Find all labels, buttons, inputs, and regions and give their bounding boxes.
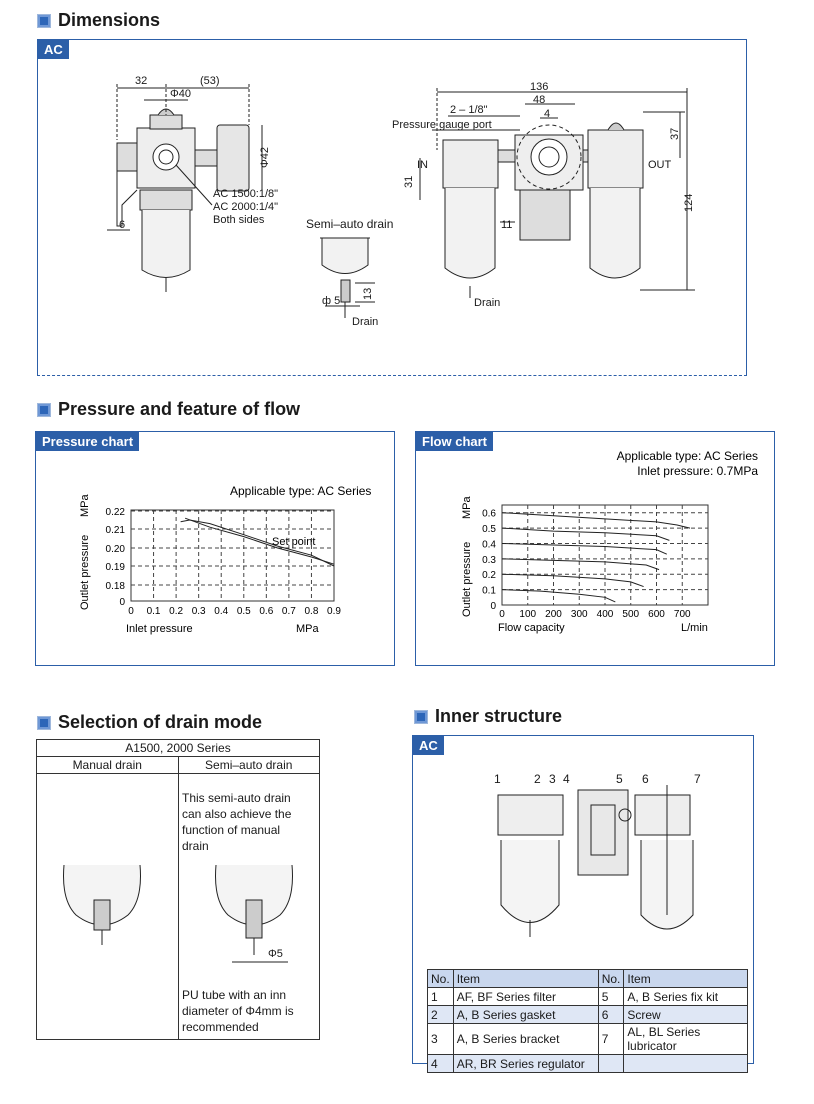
x-tick-label: 200 [545,609,562,620]
y-tick-label: 0.3 [482,554,496,566]
x-tick-label: 300 [570,609,588,620]
cell: Screw [624,1006,748,1024]
section-bullet-icon [37,403,51,417]
section-bullet-icon [414,710,428,724]
x-axis-unit: L/min [681,622,708,634]
drain-phi5: Φ5 [268,948,283,960]
y-axis-label: Outlet pressure [79,534,91,610]
x-tick-label: 700 [673,609,691,620]
dim-37: 37 [669,127,681,140]
x-tick-label: 0.5 [236,606,251,617]
x-tick-label: 0 [499,609,505,620]
inner-tag: AC [413,736,444,755]
x-tick-label: 600 [648,609,665,620]
y-tick-label: 0.18 [105,581,125,592]
dim-136: 136 [530,81,549,93]
callout-4: 4 [563,772,570,786]
callout-1: 1 [494,772,501,786]
pressure-flow-title: Pressure and feature of flow [58,399,301,419]
y-tick-label: 0.6 [482,508,496,520]
inner-title: Inner structure [435,706,563,726]
pressure-chart-tag: Pressure chart [36,432,139,451]
dimensions-tag: AC [38,40,69,59]
out-label: OUT [648,159,672,171]
dim-phi40: Φ40 [170,88,192,100]
dimensions-drawing [0,0,814,380]
y-tick-label: 0.22 [105,507,125,518]
drain-title: Selection of drain mode [58,712,263,732]
cell: 3 [428,1024,454,1055]
x-tick-label: 0.1 [146,606,161,617]
section-bullet-icon [37,716,51,730]
y-tick-label: 0.1 [482,585,496,597]
chart-annotation: Applicable type: AC Series [230,484,372,498]
parts-table [427,969,748,1073]
gauge-port-label: Pressure gauge port [392,119,492,131]
col-item: Item [624,970,748,988]
table-row [428,988,748,1006]
dim-6: 6 [119,219,126,231]
callout-7: 7 [694,772,701,786]
manual-drain-header: Manual drain [37,757,179,774]
semi-auto-drain-header: Semi–auto drain [178,757,320,774]
inner-heading [414,706,562,727]
cell [598,1055,624,1073]
cell: 2 [428,1006,454,1024]
x-tick-label: 0.4 [214,606,229,617]
drain-drawings [36,860,320,970]
flow-chart-tag: Flow chart [416,432,493,451]
col-item: Item [453,970,598,988]
x-tick-label: 0 [128,606,134,617]
dim-124: 124 [683,193,695,212]
x-tick-label: 0.6 [259,606,274,617]
x-axis-unit: MPa [296,623,319,635]
y-tick-label: 0.2 [482,570,496,582]
x-axis-label: Inlet pressure [126,623,193,635]
series-line [502,559,659,570]
port-both-sides: Both sides [213,214,265,226]
pressure-flow-heading [37,399,300,420]
y-tick-label: 0.5 [482,524,496,536]
dim-32: 32 [135,75,148,87]
dim-13: 13 [362,287,374,300]
x-tick-label: 0.3 [191,606,206,617]
series-line [502,543,667,554]
cell [624,1055,748,1073]
dim-2-1-8: 2 – 1/8" [450,104,488,116]
dim-31: 31 [403,175,415,188]
x-tick-label: 0.8 [304,606,319,617]
col-no: No. [428,970,454,988]
series-line [502,574,644,586]
drain-label-left: Drain [352,316,379,328]
y-axis-label: Outlet pressure [461,541,473,617]
drain-label-right: Drain [474,297,501,309]
cell: 1 [428,988,454,1006]
y-tick-label: 0.20 [105,544,125,555]
pressure-chart [36,455,392,655]
cell: AR, BR Series regulator [453,1055,598,1073]
dim-48: 48 [533,94,546,106]
drain-series-header: A1500, 2000 Series [37,740,320,757]
semi-auto-drain-label: Semi–auto drain [306,217,394,231]
pu-tube-note: PU tube with an inn diameter of Φ4mm is recommended [182,988,294,1034]
y-tick-label: 0 [490,601,496,612]
y-axis-unit: MPa [79,494,91,517]
chart-annotation: Applicable type: AC Series [616,449,758,463]
dim-4: 4 [544,108,551,120]
y-tick-label: 0.21 [105,525,125,536]
series-line [502,513,690,528]
cell: A, B Series fix kit [624,988,748,1006]
table-row [428,1006,748,1024]
x-axis-label: Flow capacity [498,622,565,634]
x-tick-label: 0.7 [281,606,296,617]
x-tick-label: 400 [596,609,614,620]
series-line [502,528,669,540]
plot-frame [131,510,334,601]
set-point-label: Set point [272,536,316,548]
table-row [428,1055,748,1073]
dim-phi5: ф 5 [322,295,341,307]
cell: A, B Series bracket [453,1024,598,1055]
cell: A, B Series gasket [453,1006,598,1024]
port-ac2000: AC 2000:1/4" [213,201,279,213]
dim-53: (53) [200,75,220,87]
y-tick-label: 0 [119,597,125,608]
flow-chart [416,445,772,655]
in-label: IN [417,159,428,171]
dimensions-title: Dimensions [58,10,161,30]
drain-heading [37,712,262,733]
dim-phi42: Φ42 [259,146,271,168]
callout-5: 5 [616,772,623,786]
cell: 4 [428,1055,454,1073]
x-tick-label: 0.2 [169,606,184,617]
cell: 7 [598,1024,624,1055]
callout-3: 3 [549,772,556,786]
col-no: No. [598,970,624,988]
series-line [502,590,615,602]
table-row [428,1024,748,1055]
y-tick-label: 0.19 [105,562,125,573]
x-tick-label: 500 [622,609,640,620]
cell: AL, BL Series lubricator [624,1024,748,1055]
x-tick-label: 0.9 [327,606,341,617]
semi-auto-description: This semi-auto drain can also achieve the function of manual drain [182,791,292,853]
cell: 5 [598,988,624,1006]
callout-6: 6 [642,772,649,786]
x-tick-label: 100 [519,609,537,620]
callout-2: 2 [534,772,541,786]
y-axis-unit: MPa [461,496,473,519]
dim-11: 11 [501,219,513,231]
chart-annotation: Inlet pressure: 0.7MPa [637,464,758,478]
cell: 6 [598,1006,624,1024]
cell: AF, BF Series filter [453,988,598,1006]
port-ac1500: AC 1500:1/8" [213,188,279,200]
y-tick-label: 0.4 [482,539,496,551]
inner-drawing [413,765,751,965]
